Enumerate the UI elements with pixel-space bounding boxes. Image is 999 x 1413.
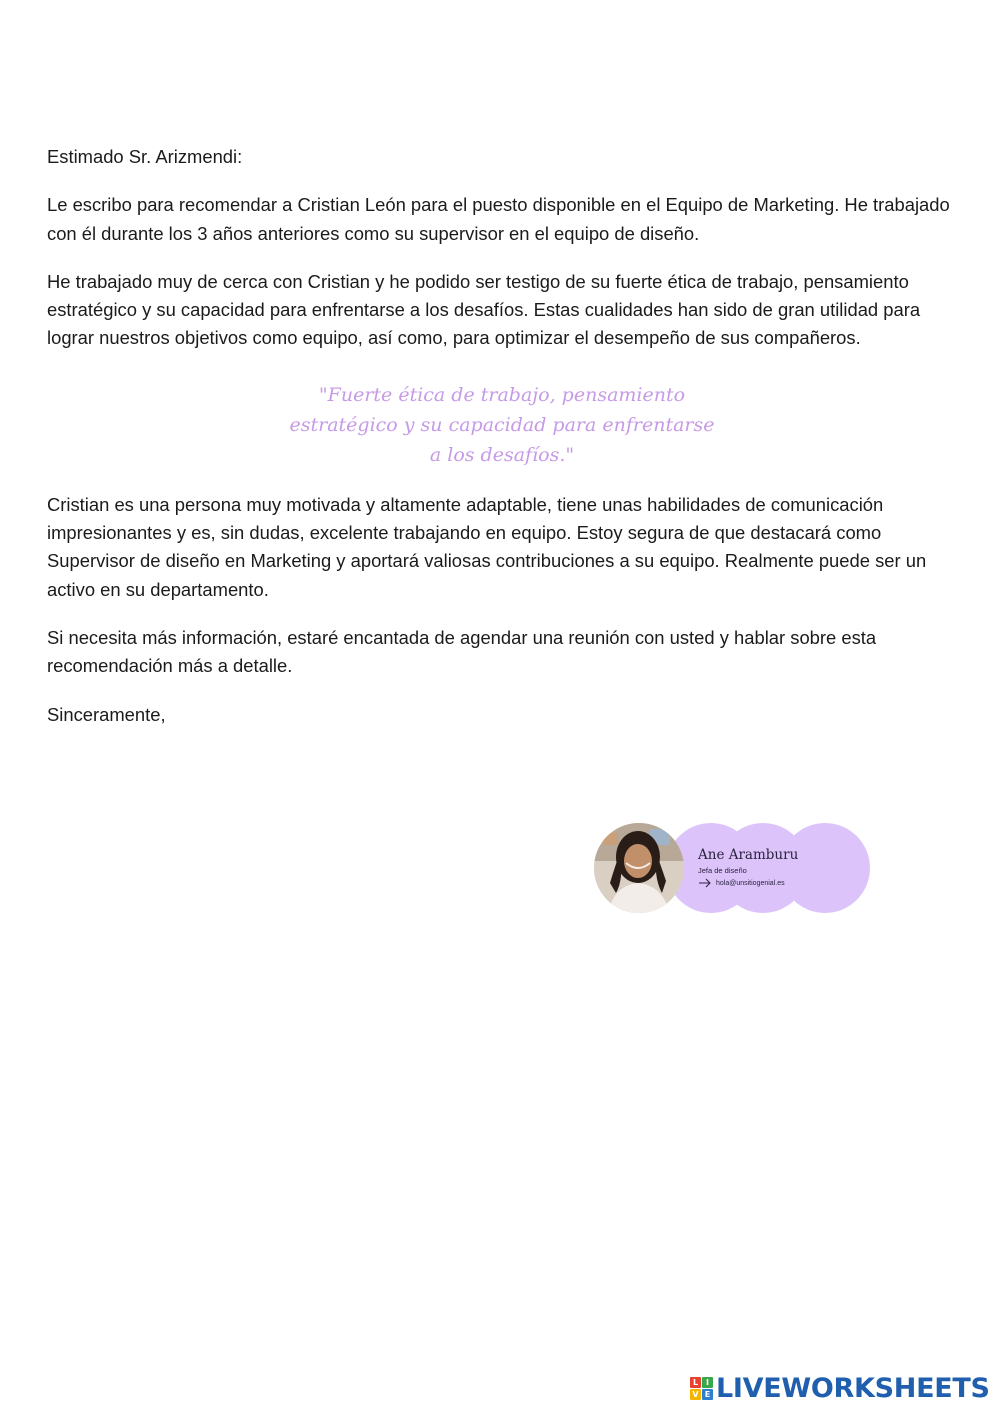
logo-block-v: V (690, 1389, 701, 1400)
paragraph-4: Si necesita más información, estaré encantada de agendar una reunión con usted y hablar sobre esta recomendación más a detalle. (47, 626, 877, 677)
pull-quote-line-3: a los desafíos." (429, 443, 575, 466)
letter-body (47, 143, 957, 749)
avatar (594, 823, 684, 913)
greeting: Estimado Sr. Arizmendi: (47, 146, 243, 167)
signature-name: Ane Aramburu (698, 847, 799, 863)
avatar-photo-icon (594, 823, 684, 913)
pull-quote-line-2: estratégico y su capacidad para enfrentarse (289, 413, 715, 436)
logo-blocks-icon (690, 1377, 713, 1400)
arrow-right-icon (698, 878, 712, 888)
pull-quote (47, 380, 957, 470)
logo-block-i: I (702, 1377, 713, 1388)
signature-role: Jefa de diseño (698, 866, 747, 875)
pull-quote-line-1: "Fuerte ética de trabajo, pensamiento (318, 383, 686, 406)
signature-email-row[interactable] (698, 878, 785, 888)
signature-card (594, 823, 870, 913)
closing: Sinceramente, (47, 703, 166, 725)
logo-block-e: E (702, 1389, 713, 1400)
paragraph-3: Cristian es una persona muy motivada y altamente adaptable, tiene unas habilidades de comunicación impresionantes y es, sin dudas, excelente trabajando en equipo. Estoy segura de que destacará como Supervisor de diseño en Marketing y aportará valiosas contribuciones a su equipo. Realmente puede ser un activo en su departamento. (47, 493, 927, 600)
logo-wordmark: LIVEWORKSHEETS (716, 1373, 990, 1404)
signature-email[interactable]: hola@unsitiogenial.es (716, 879, 785, 887)
paragraph-1: Le escribo para recomendar a Cristian León para el puesto disponible en el Equipo de Marketing. He trabajado con él durante los 3 años anteriores como su supervisor en el equipo de diseño. (47, 194, 950, 244)
liveworksheets-logo[interactable] (690, 1373, 990, 1404)
logo-block-l: L (690, 1377, 701, 1388)
paragraph-2: He trabajado muy de cerca con Cristian y he podido ser testigo de su fuerte ética de trabajo, pensamiento estratégico y su capacidad para enfrentarse a los desafíos. Estas cualidades han sido de gran utilidad para lograr nuestros objetivos como equipo, así como, para optimizar el desempeño de sus compañeros. (47, 270, 921, 349)
